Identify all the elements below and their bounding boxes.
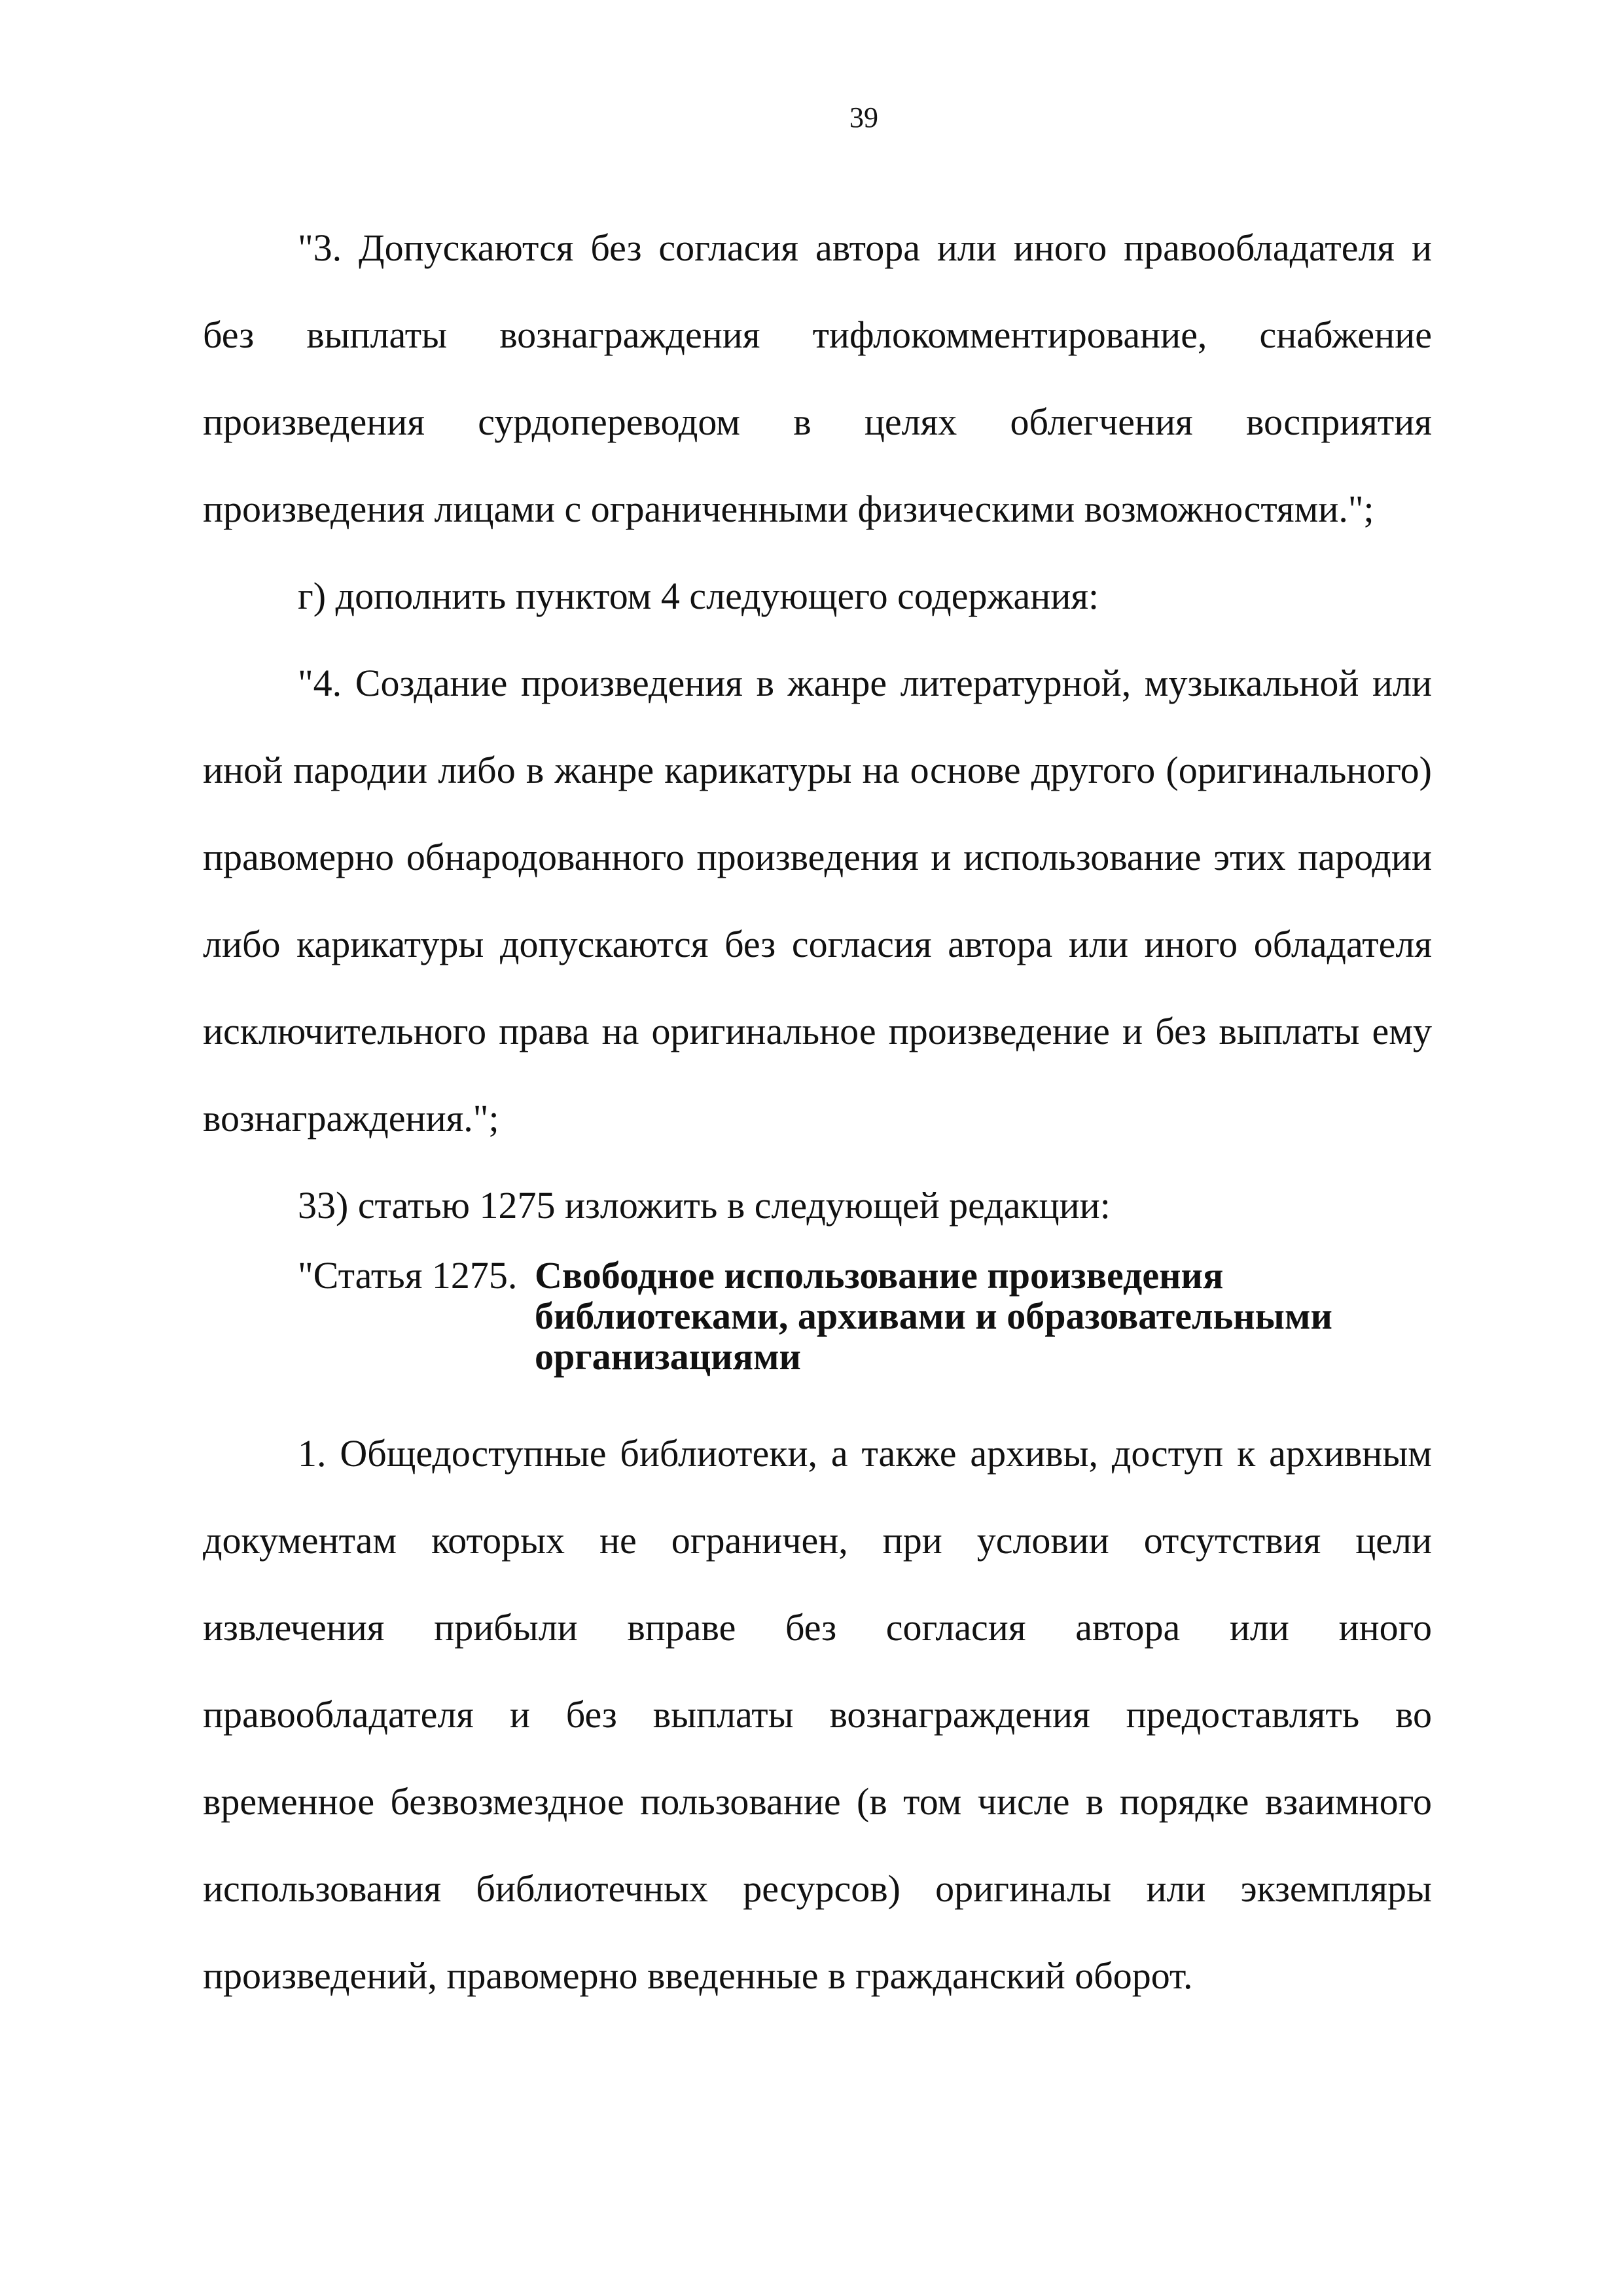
article-paragraph-1: 1. Общедоступные библиотеки, а также архивы, доступ к архивным документам которых не ограничен, при условии отсутствия цели извлечения прибыли вправе без согласия автора или иного правообладателя и без выплаты вознаграждения предоставлять во временное безвозмездное пользование (в том числе в порядке взаимного использования библиотечных ресурсов) оригиналы или экземпляры произведений, правомерно введенные в гражданский оборот. — [203, 1432, 1432, 1997]
paragraph-amendment-g: г) дополнить пунктом 4 следующего содержания: — [298, 575, 1099, 617]
paragraph-clause-3: "3. Допускаются без согласия автора или иного правообладателя и без выплаты вознаграждения тифлокомментирование, снабжение произведения сурдопереводом в целях облегчения восприятия произведения лицами с ограниченными физическими возможностями."; — [203, 226, 1432, 530]
document-body — [203, 204, 1432, 2019]
article-heading — [203, 1249, 1432, 1410]
article-title: Свободное использование произведения библиотеками, архивами и образовательными организациями — [535, 1254, 1332, 1378]
paragraph-item-33: 33) статью 1275 изложить в следующей редакции: — [298, 1184, 1111, 1227]
paragraph-clause-4: "4. Создание произведения в жанре литературной, музыкальной или иной пародии либо в жанре карикатуры на основе другого (оригинального) правомерно обнародованного произведения и использование этих пародии либо карикатуры допускаются без согласия автора или иного обладателя исключительного права на оригинальное произведение и без выплаты ему вознаграждения."; — [203, 662, 1432, 1139]
article-label: "Статья 1275. — [298, 1254, 518, 1297]
page-number: 39 — [849, 101, 878, 134]
